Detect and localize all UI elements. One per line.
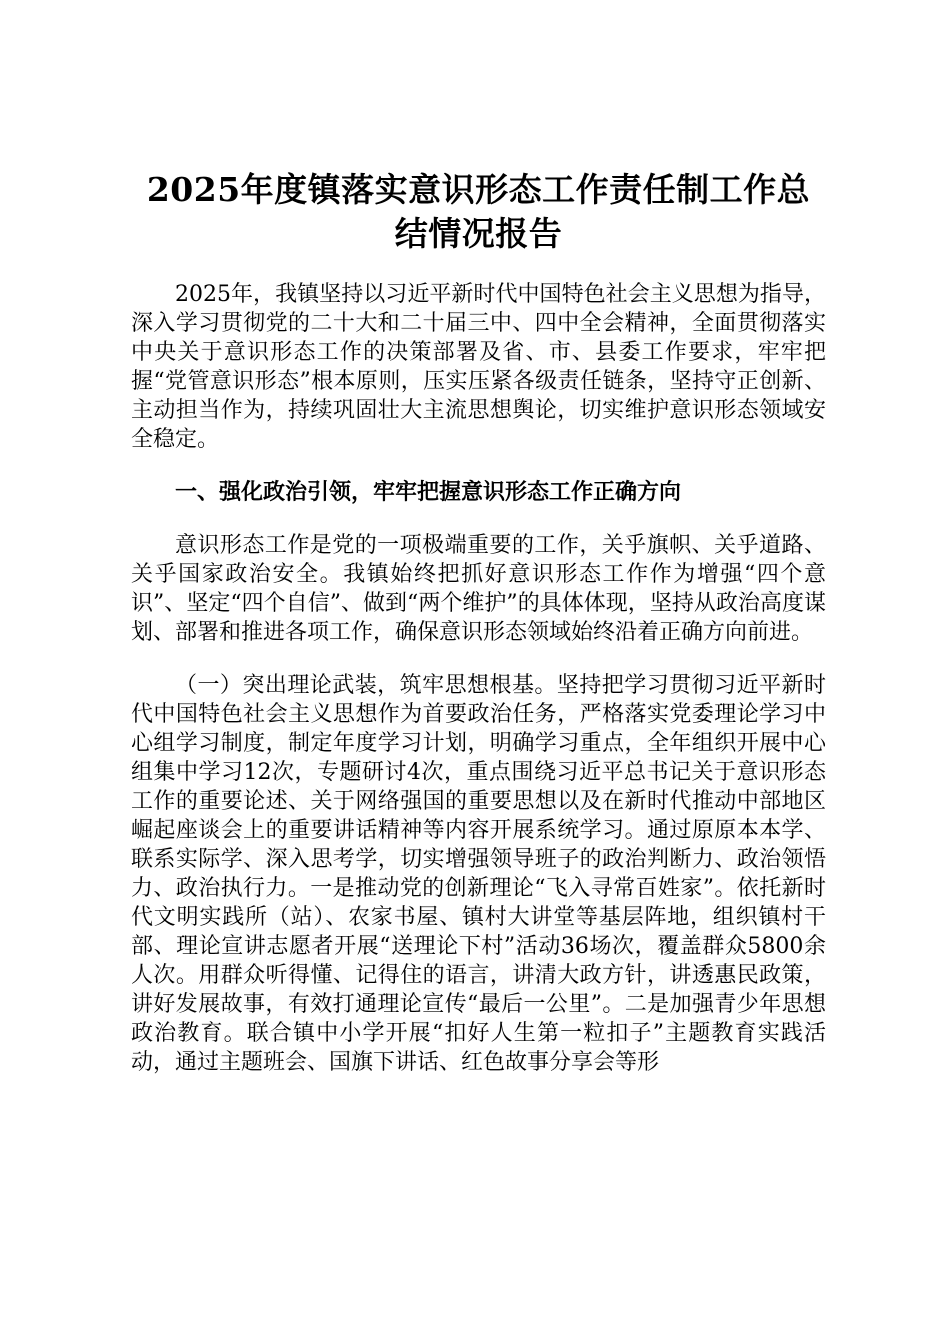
document-body — [131, 168, 826, 1077]
section-heading-1: 一、强化政治引领，牢牢把握意识形态工作正确方向 — [175, 480, 682, 505]
intro-paragraph: 2025年，我镇坚持以习近平新时代中国特色社会主义思想为指导，深入学习贯彻党的二十大和二十届三中、四中全会精神，全面贯彻落实中央关于意识形态工作的决策部署及省、市、县委工作要求，牢牢把握“党管意识形态”根本原则，压实压紧各级责任链条，坚持守正创新、主动担当作为，持续巩固壮大主流思想舆论，切实维护意识形态领域安全稳定。 — [131, 282, 826, 452]
document-title-line-2: 结情况报告 — [394, 214, 563, 253]
section-1-paragraph-1: 意识形态工作是党的一项极端重要的工作，关乎旗帜、关乎道路、关乎国家政治安全。我镇始终把抓好意识形态工作作为增强“四个意识”、坚定“四个自信”、做到“两个维护”的具体体现，坚持从政治高度谋划、部署和推进各项工作，确保意识形态领域始终沿着正确方向前进。 — [131, 533, 826, 645]
document-title-line-1: 2025年度镇落实意识形态工作责任制工作总 — [146, 170, 811, 209]
section-1-paragraph-2: （一）突出理论武装，筑牢思想根基。坚持把学习贯彻习近平新时代中国特色社会主义思想作为首要政治任务，严格落实党委理论学习中心组学习制度，制定年度学习计划，明确学习重点，全年组织开展中心组集中学习12次，专题研讨4次，重点围绕习近平总书记关于意识形态工作的重要论述、关于网络强国的重要思想以及在新时代推动中部地区崛起座谈会上的重要讲话精神等内容开展系统学习。通过原原本本学、联系实际学、深入思考学，切实增强领导班子的政治判断力、政治领悟力、政治执行力。一是推动党的创新理论“飞入寻常百姓家”。依托新时代文明实践所（站）、农家书屋、镇村大讲堂等基层阵地，组织镇村干部、理论宣讲志愿者开展“送理论下村”活动36场次，覆盖群众5800余人次。用群众听得懂、记得住的语言，讲清大政方针，讲透惠民政策，讲好发展故事，有效打通理论宣传“最后一公里”。二是加强青少年思想政治教育。联合镇中小学开展“扣好人生第一粒扣子”主题教育实践活动，通过主题班会、国旗下讲话、红色故事分享会等形 — [131, 673, 826, 1075]
document-title — [131, 168, 826, 256]
